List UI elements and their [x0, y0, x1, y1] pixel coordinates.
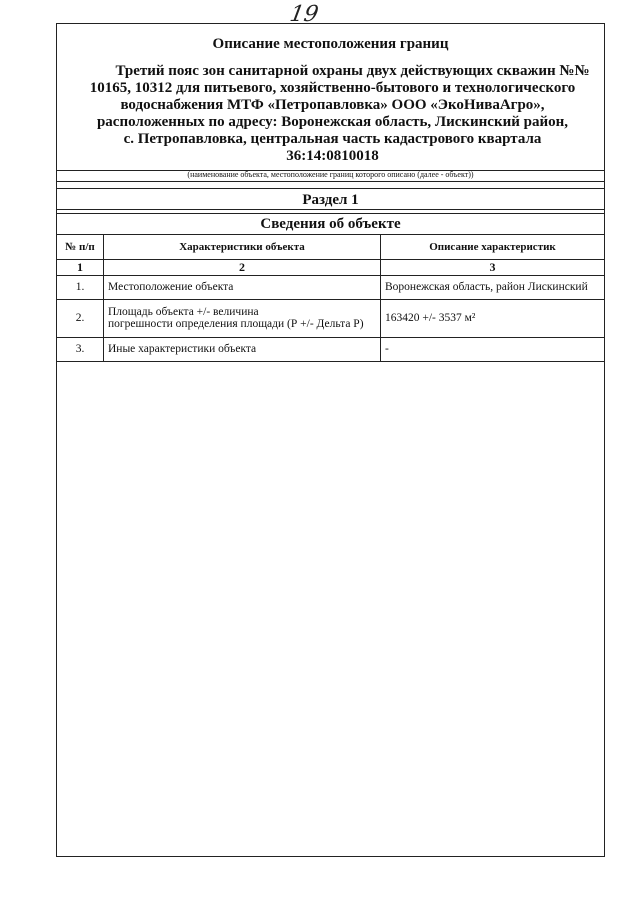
row-characteristic: Иные характеристики объекта [104, 337, 381, 361]
column-number: 3 [381, 259, 605, 275]
column-header-description: Описание характеристик [381, 235, 605, 259]
description-line: расположенных по адресу: Воронежская область, Лискинский район, [96, 114, 569, 130]
column-number-row [57, 259, 604, 275]
divider [57, 182, 604, 189]
column-number: 1 [57, 259, 104, 275]
page-number: 19 [287, 2, 321, 27]
row-characteristic-line: погрешности определения площади (Р +/- Дельта Р) [108, 318, 364, 330]
table-row [57, 275, 604, 299]
document-title: Описание местоположения границ [212, 36, 449, 52]
column-number: 2 [104, 259, 381, 275]
description-line: Третий пояс зон санитарной охраны двух действующих скважин №№ [115, 63, 590, 79]
object-caption: (наименование объекта, местоположение границ которого описано (далее - объект)) [57, 170, 604, 182]
subsection-title: Сведения об объекте [57, 214, 604, 235]
row-value: 163420 +/- 3537 м² [381, 299, 605, 337]
description-line: 36:14:0810018 [286, 148, 379, 164]
description-line: 10165, 10312 для питьевого, хозяйственно-бытового и технологического [89, 80, 576, 96]
object-description [75, 63, 590, 165]
row-characteristic [104, 299, 381, 337]
row-number: 2. [57, 299, 104, 337]
description-line: с. Петропавловка, центральная часть кадастрового квартала [123, 131, 542, 147]
description-line: водоснабжения МТФ «Петропавловка» ООО «ЭкоНиваАгро», [120, 97, 545, 113]
table-row [57, 337, 604, 361]
row-characteristic-line: Площадь объекта +/- величина [108, 306, 259, 318]
row-number: 1. [57, 275, 104, 299]
object-info-table [57, 235, 604, 362]
column-header-characteristic: Характеристики объекта [104, 235, 381, 259]
document-header [57, 24, 604, 171]
table-row [57, 299, 604, 337]
column-header-number: № п/п [57, 235, 104, 259]
section-title: Раздел 1 [57, 189, 604, 210]
table-header-row [57, 235, 604, 259]
row-number: 3. [57, 337, 104, 361]
row-value: Воронежская область, район Лискинский [381, 275, 605, 299]
row-value: - [381, 337, 605, 361]
row-characteristic: Местоположение объекта [104, 275, 381, 299]
document-frame [56, 23, 605, 857]
